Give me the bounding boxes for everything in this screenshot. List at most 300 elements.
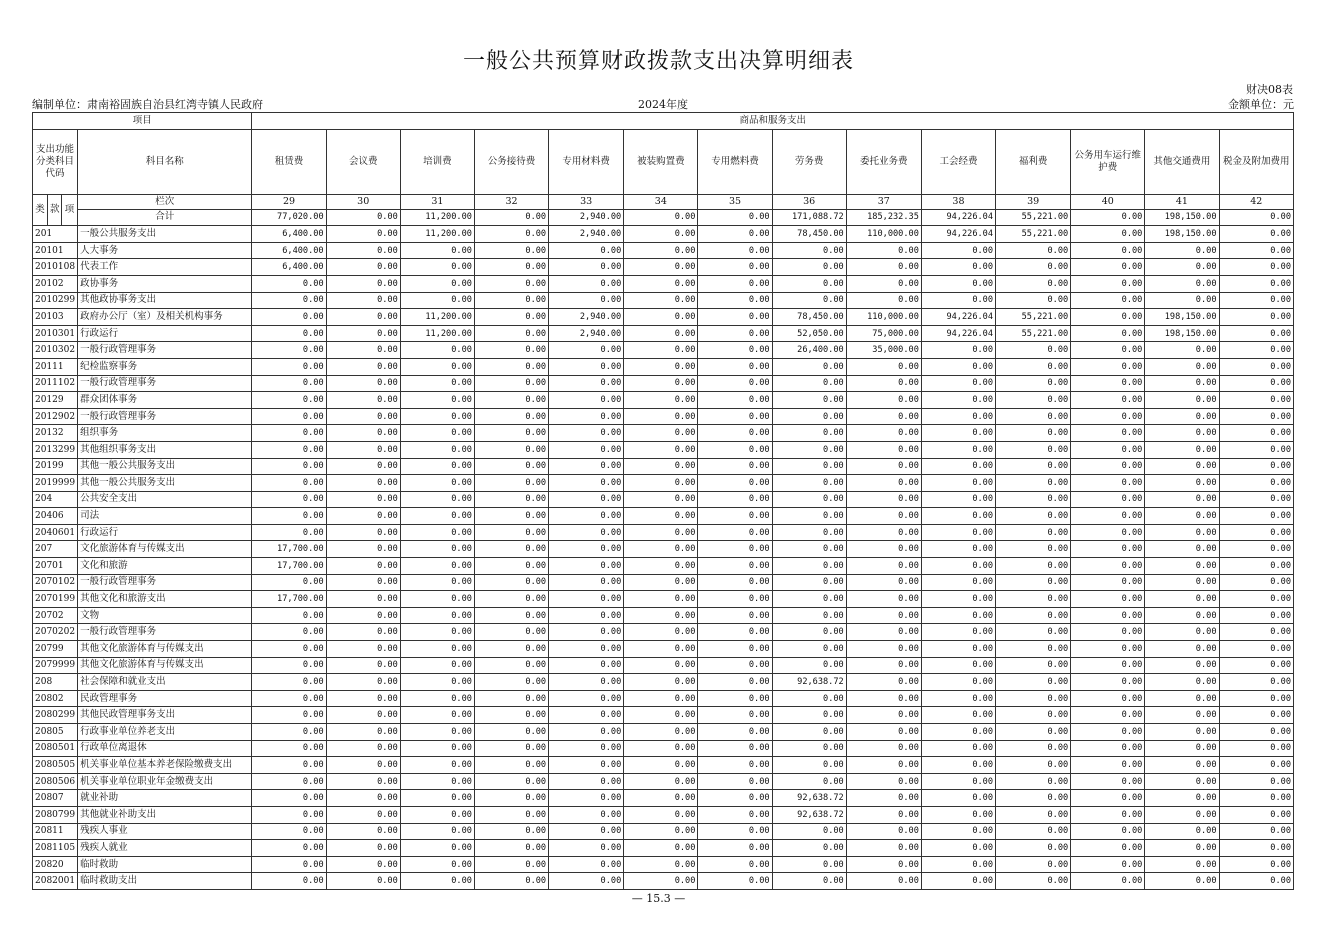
amount-cell: 0.00 — [846, 657, 921, 674]
amount-cell: 0.00 — [698, 524, 772, 541]
amount-cell: 0.00 — [624, 574, 698, 591]
amount-cell: 0.00 — [921, 425, 995, 442]
amount-cell: 0.00 — [1145, 458, 1219, 475]
lei-header: 类 — [33, 194, 48, 226]
amount-cell: 0.00 — [326, 607, 400, 624]
amount-cell: 0.00 — [549, 441, 624, 458]
column-header: 其他交通费用 — [1145, 129, 1219, 194]
subject-code: 20101 — [33, 242, 78, 259]
amount-cell: 0.00 — [1071, 690, 1145, 707]
amount-cell: 0.00 — [1071, 292, 1145, 309]
amount-cell: 0.00 — [326, 740, 400, 757]
amount-cell: 0.00 — [400, 425, 474, 442]
amount-cell: 0.00 — [252, 607, 326, 624]
amount-cell: 0.00 — [624, 607, 698, 624]
amount-cell: 0.00 — [996, 458, 1071, 475]
amount-cell: 0.00 — [996, 292, 1071, 309]
amount-cell: 0.00 — [921, 674, 995, 691]
amount-cell: 0.00 — [846, 707, 921, 724]
amount-cell: 0.00 — [549, 707, 624, 724]
amount-cell: 2,940.00 — [549, 226, 624, 243]
amount-cell: 0.00 — [846, 242, 921, 259]
amount-cell: 0.00 — [996, 591, 1071, 608]
total-cell: 94,226.04 — [921, 209, 995, 226]
amount-cell: 0.00 — [1219, 242, 1294, 259]
subject-name: 群众团体事务 — [78, 392, 252, 409]
amount-cell: 0.00 — [1145, 674, 1219, 691]
amount-cell: 0.00 — [474, 591, 548, 608]
amount-cell: 0.00 — [772, 458, 846, 475]
subject-name: 其他就业补助支出 — [78, 806, 252, 823]
amount-cell: 0.00 — [474, 873, 548, 890]
amount-cell: 0.00 — [846, 674, 921, 691]
amount-cell: 0.00 — [326, 806, 400, 823]
table-row — [33, 508, 1294, 525]
amount-cell: 0.00 — [400, 475, 474, 492]
amount-cell: 0.00 — [549, 607, 624, 624]
amount-cell: 0.00 — [921, 275, 995, 292]
subject-name: 组织事务 — [78, 425, 252, 442]
subject-name: 行政运行 — [78, 524, 252, 541]
amount-cell: 0.00 — [624, 674, 698, 691]
amount-cell: 0.00 — [326, 856, 400, 873]
amount-cell: 0.00 — [921, 657, 995, 674]
amount-cell: 0.00 — [474, 292, 548, 309]
total-cell: 0.00 — [326, 209, 400, 226]
subject-name: 政协事务 — [78, 275, 252, 292]
table-row — [33, 226, 1294, 243]
amount-cell: 0.00 — [1071, 657, 1145, 674]
amount-cell: 0.00 — [698, 425, 772, 442]
amount-cell: 11,200.00 — [400, 309, 474, 326]
amount-cell: 6,400.00 — [252, 259, 326, 276]
amount-cell: 0.00 — [1071, 491, 1145, 508]
subject-code: 2010299 — [33, 292, 78, 309]
amount-cell: 0.00 — [1145, 840, 1219, 857]
amount-cell: 6,400.00 — [252, 242, 326, 259]
subject-code: 207 — [33, 541, 78, 558]
amount-cell: 0.00 — [921, 475, 995, 492]
amount-cell: 0.00 — [1145, 657, 1219, 674]
amount-cell: 0.00 — [624, 690, 698, 707]
amount-cell: 0.00 — [326, 425, 400, 442]
amount-cell: 0.00 — [1071, 641, 1145, 658]
amount-cell: 0.00 — [772, 707, 846, 724]
amount-cell: 0.00 — [1219, 226, 1294, 243]
subject-code: 2010108 — [33, 259, 78, 276]
amount-cell: 0.00 — [252, 475, 326, 492]
amount-cell: 0.00 — [921, 242, 995, 259]
amount-cell: 0.00 — [698, 873, 772, 890]
amount-cell: 0.00 — [996, 392, 1071, 409]
subject-code: 204 — [33, 491, 78, 508]
amount-cell: 0.00 — [772, 375, 846, 392]
amount-cell: 0.00 — [772, 657, 846, 674]
column-number: 30 — [326, 194, 400, 209]
amount-cell: 55,221.00 — [996, 309, 1071, 326]
subject-name: 纪检监察事务 — [78, 358, 252, 375]
amount-cell: 0.00 — [252, 425, 326, 442]
amount-cell: 0.00 — [624, 408, 698, 425]
amount-cell: 0.00 — [1219, 392, 1294, 409]
amount-cell: 0.00 — [549, 375, 624, 392]
amount-cell: 0.00 — [1219, 325, 1294, 342]
amount-cell: 0.00 — [1219, 292, 1294, 309]
amount-cell: 110,000.00 — [846, 309, 921, 326]
amount-cell: 0.00 — [846, 641, 921, 658]
amount-cell: 0.00 — [400, 591, 474, 608]
amount-cell: 0.00 — [252, 840, 326, 857]
subject-name: 司法 — [78, 508, 252, 525]
amount-cell: 0.00 — [400, 823, 474, 840]
amount-cell: 0.00 — [698, 574, 772, 591]
table-row — [33, 325, 1294, 342]
amount-cell: 0.00 — [474, 674, 548, 691]
amount-cell: 0.00 — [921, 392, 995, 409]
amount-cell: 26,400.00 — [772, 342, 846, 359]
amount-cell: 0.00 — [772, 840, 846, 857]
amount-cell: 0.00 — [624, 856, 698, 873]
amount-cell: 0.00 — [772, 873, 846, 890]
subject-code: 20129 — [33, 392, 78, 409]
amount-cell: 0.00 — [921, 441, 995, 458]
amount-cell: 0.00 — [474, 773, 548, 790]
amount-cell: 0.00 — [698, 441, 772, 458]
amount-cell: 0.00 — [1071, 873, 1145, 890]
table-row — [33, 475, 1294, 492]
subject-name: 一般行政管理事务 — [78, 375, 252, 392]
amount-cell: 0.00 — [1071, 740, 1145, 757]
fiscal-year: 2024年度 — [638, 98, 688, 111]
amount-cell: 0.00 — [252, 641, 326, 658]
subject-code: 2081105 — [33, 840, 78, 857]
amount-cell: 2,940.00 — [549, 309, 624, 326]
column-header: 公务用车运行维护费 — [1071, 129, 1145, 194]
amount-cell: 0.00 — [400, 558, 474, 575]
amount-cell: 0.00 — [252, 441, 326, 458]
subject-name: 就业补助 — [78, 790, 252, 807]
column-number: 33 — [549, 194, 624, 209]
subject-code: 20702 — [33, 607, 78, 624]
amount-cell: 0.00 — [624, 823, 698, 840]
amount-cell: 0.00 — [846, 458, 921, 475]
column-header: 劳务费 — [772, 129, 846, 194]
amount-cell: 0.00 — [549, 292, 624, 309]
amount-cell: 0.00 — [772, 259, 846, 276]
subject-name: 其他文化旅游体育与传媒支出 — [78, 641, 252, 658]
subject-name: 其他一般公共服务支出 — [78, 458, 252, 475]
table-row — [33, 392, 1294, 409]
amount-cell: 0.00 — [996, 275, 1071, 292]
amount-cell: 0.00 — [549, 591, 624, 608]
header-row-group — [33, 113, 1294, 130]
amount-cell: 0.00 — [1071, 524, 1145, 541]
amount-cell: 0.00 — [996, 558, 1071, 575]
amount-cell: 0.00 — [846, 541, 921, 558]
amount-cell: 0.00 — [624, 740, 698, 757]
amount-cell: 0.00 — [1145, 773, 1219, 790]
amount-cell: 0.00 — [1219, 806, 1294, 823]
amount-cell: 0.00 — [624, 624, 698, 641]
amount-cell: 0.00 — [474, 690, 548, 707]
subject-name: 文物 — [78, 607, 252, 624]
subject-name: 一般行政管理事务 — [78, 624, 252, 641]
subject-code: 2080299 — [33, 707, 78, 724]
amount-cell: 0.00 — [1145, 740, 1219, 757]
subject-code: 2010301 — [33, 325, 78, 342]
amount-cell: 0.00 — [996, 342, 1071, 359]
amount-cell: 0.00 — [326, 591, 400, 608]
amount-cell: 0.00 — [326, 690, 400, 707]
table-row — [33, 309, 1294, 326]
total-cell: 2,940.00 — [549, 209, 624, 226]
amount-cell: 0.00 — [772, 757, 846, 774]
amount-cell: 0.00 — [698, 823, 772, 840]
amount-cell: 0.00 — [624, 475, 698, 492]
amount-cell: 0.00 — [1219, 558, 1294, 575]
amount-cell: 0.00 — [326, 226, 400, 243]
amount-cell: 0.00 — [474, 657, 548, 674]
amount-cell: 0.00 — [252, 740, 326, 757]
amount-cell: 0.00 — [996, 524, 1071, 541]
subject-code: 20406 — [33, 508, 78, 525]
amount-cell: 0.00 — [624, 558, 698, 575]
amount-cell: 0.00 — [474, 624, 548, 641]
amount-cell: 0.00 — [1219, 856, 1294, 873]
subject-name: 文化旅游体育与传媒支出 — [78, 541, 252, 558]
amount-cell: 0.00 — [624, 773, 698, 790]
amount-cell: 0.00 — [624, 541, 698, 558]
amount-cell: 0.00 — [252, 806, 326, 823]
amount-cell: 0.00 — [1219, 358, 1294, 375]
amount-cell: 0.00 — [846, 358, 921, 375]
amount-cell: 0.00 — [772, 740, 846, 757]
amount-cell: 0.00 — [996, 674, 1071, 691]
amount-cell: 0.00 — [549, 558, 624, 575]
amount-cell: 0.00 — [846, 740, 921, 757]
amount-cell: 0.00 — [846, 840, 921, 857]
amount-cell: 0.00 — [1219, 491, 1294, 508]
column-header: 租赁费 — [252, 129, 326, 194]
amount-cell: 0.00 — [400, 342, 474, 359]
subject-code: 20811 — [33, 823, 78, 840]
amount-cell: 0.00 — [772, 641, 846, 658]
amount-cell: 0.00 — [252, 524, 326, 541]
amount-cell: 0.00 — [1219, 873, 1294, 890]
amount-cell: 0.00 — [1071, 591, 1145, 608]
amount-cell: 0.00 — [624, 309, 698, 326]
amount-cell: 2,940.00 — [549, 325, 624, 342]
amount-cell: 0.00 — [400, 458, 474, 475]
amount-cell: 0.00 — [1219, 524, 1294, 541]
subject-code: 20701 — [33, 558, 78, 575]
amount-cell: 0.00 — [921, 856, 995, 873]
amount-cell: 0.00 — [1219, 259, 1294, 276]
column-header: 福利费 — [996, 129, 1071, 194]
amount-cell: 0.00 — [326, 292, 400, 309]
amount-cell: 0.00 — [772, 392, 846, 409]
amount-cell: 0.00 — [772, 408, 846, 425]
amount-cell: 0.00 — [846, 856, 921, 873]
amount-cell: 0.00 — [326, 375, 400, 392]
subject-code: 20111 — [33, 358, 78, 375]
amount-cell: 0.00 — [1145, 375, 1219, 392]
subject-code: 2012902 — [33, 408, 78, 425]
amount-cell: 0.00 — [698, 275, 772, 292]
amount-cell: 0.00 — [400, 740, 474, 757]
amount-cell: 0.00 — [772, 292, 846, 309]
amount-cell: 0.00 — [921, 873, 995, 890]
amount-cell: 0.00 — [549, 342, 624, 359]
amount-cell: 0.00 — [1145, 491, 1219, 508]
amount-cell: 0.00 — [474, 441, 548, 458]
amount-cell: 0.00 — [1219, 823, 1294, 840]
amount-cell: 92,638.72 — [772, 674, 846, 691]
amount-cell: 0.00 — [698, 292, 772, 309]
amount-cell: 0.00 — [252, 292, 326, 309]
amount-cell: 0.00 — [698, 475, 772, 492]
amount-cell: 0.00 — [624, 292, 698, 309]
amount-cell: 78,450.00 — [772, 309, 846, 326]
amount-cell: 0.00 — [474, 226, 548, 243]
amount-cell: 0.00 — [326, 641, 400, 658]
amount-cell: 0.00 — [921, 790, 995, 807]
amount-cell: 0.00 — [698, 541, 772, 558]
amount-cell: 0.00 — [996, 806, 1071, 823]
amount-cell: 0.00 — [252, 674, 326, 691]
amount-cell: 0.00 — [252, 342, 326, 359]
amount-cell: 0.00 — [474, 458, 548, 475]
amount-cell: 0.00 — [549, 757, 624, 774]
amount-cell: 0.00 — [474, 856, 548, 873]
amount-cell: 0.00 — [1219, 408, 1294, 425]
amount-cell: 0.00 — [549, 690, 624, 707]
amount-cell: 0.00 — [1145, 873, 1219, 890]
amount-cell: 0.00 — [1071, 707, 1145, 724]
subject-code: 2080505 — [33, 757, 78, 774]
amount-cell: 0.00 — [549, 275, 624, 292]
amount-cell: 0.00 — [1071, 242, 1145, 259]
amount-cell: 0.00 — [1219, 342, 1294, 359]
header-row-lanci — [33, 194, 1294, 209]
amount-cell: 0.00 — [698, 624, 772, 641]
table-row — [33, 873, 1294, 890]
amount-cell: 0.00 — [549, 806, 624, 823]
amount-cell: 0.00 — [326, 724, 400, 741]
amount-cell: 0.00 — [252, 724, 326, 741]
subject-code: 2040601 — [33, 524, 78, 541]
amount-cell: 0.00 — [846, 591, 921, 608]
amount-cell: 0.00 — [252, 309, 326, 326]
column-number: 37 — [846, 194, 921, 209]
amount-cell: 110,000.00 — [846, 226, 921, 243]
amount-cell: 0.00 — [1219, 541, 1294, 558]
table-row — [33, 491, 1294, 508]
amount-cell: 0.00 — [1071, 392, 1145, 409]
amount-cell: 0.00 — [400, 358, 474, 375]
table-row — [33, 358, 1294, 375]
amount-cell: 0.00 — [921, 558, 995, 575]
func-code-header: 支出功能分类科目代码 — [33, 129, 78, 194]
amount-cell: 17,700.00 — [252, 541, 326, 558]
total-label: 合计 — [78, 209, 252, 226]
amount-cell: 0.00 — [698, 690, 772, 707]
amount-cell: 198,150.00 — [1145, 309, 1219, 326]
amount-cell: 0.00 — [474, 425, 548, 442]
amount-cell: 0.00 — [400, 724, 474, 741]
table-row — [33, 541, 1294, 558]
amount-cell: 198,150.00 — [1145, 226, 1219, 243]
amount-cell: 0.00 — [624, 358, 698, 375]
table-row — [33, 342, 1294, 359]
amount-cell: 0.00 — [996, 624, 1071, 641]
amount-cell: 0.00 — [400, 840, 474, 857]
amount-cell: 0.00 — [400, 674, 474, 691]
amount-cell: 0.00 — [252, 358, 326, 375]
amount-cell: 0.00 — [474, 641, 548, 658]
amount-cell: 0.00 — [698, 358, 772, 375]
subject-code: 208 — [33, 674, 78, 691]
amount-cell: 0.00 — [846, 558, 921, 575]
amount-cell: 0.00 — [252, 375, 326, 392]
amount-cell: 0.00 — [1145, 641, 1219, 658]
amount-cell: 0.00 — [772, 358, 846, 375]
amount-cell: 0.00 — [326, 823, 400, 840]
subject-name: 一般行政管理事务 — [78, 408, 252, 425]
amount-cell: 0.00 — [698, 840, 772, 857]
amount-cell: 0.00 — [400, 806, 474, 823]
table-row — [33, 458, 1294, 475]
amount-cell: 0.00 — [1219, 375, 1294, 392]
amount-cell: 0.00 — [400, 275, 474, 292]
amount-cell: 0.00 — [846, 425, 921, 442]
amount-cell: 0.00 — [921, 641, 995, 658]
table-row — [33, 840, 1294, 857]
amount-cell: 0.00 — [996, 607, 1071, 624]
amount-cell: 0.00 — [996, 358, 1071, 375]
amount-cell: 0.00 — [996, 641, 1071, 658]
column-number: 42 — [1219, 194, 1294, 209]
column-header: 被装购置费 — [624, 129, 698, 194]
amount-cell: 0.00 — [921, 707, 995, 724]
lanci-label: 栏次 — [78, 194, 252, 209]
compiling-unit: 编制单位：肃南裕固族自治县红湾寺镇人民政府 — [32, 98, 263, 111]
amount-cell: 0.00 — [698, 226, 772, 243]
subject-name: 其他民政管理事务支出 — [78, 707, 252, 724]
amount-cell: 0.00 — [1219, 624, 1294, 641]
amount-cell: 0.00 — [846, 574, 921, 591]
amount-cell: 0.00 — [326, 757, 400, 774]
amount-cell: 0.00 — [996, 475, 1071, 492]
amount-cell: 0.00 — [921, 524, 995, 541]
table-row — [33, 292, 1294, 309]
amount-cell: 0.00 — [549, 657, 624, 674]
amount-cell: 0.00 — [996, 574, 1071, 591]
subject-code: 2010302 — [33, 342, 78, 359]
total-cell: 11,200.00 — [400, 209, 474, 226]
amount-cell: 0.00 — [326, 358, 400, 375]
amount-cell: 0.00 — [1071, 425, 1145, 442]
amount-cell: 0.00 — [326, 707, 400, 724]
subject-code: 20199 — [33, 458, 78, 475]
amount-cell: 0.00 — [474, 342, 548, 359]
column-header: 工会经费 — [921, 129, 995, 194]
amount-cell: 0.00 — [772, 491, 846, 508]
amount-cell: 0.00 — [400, 524, 474, 541]
amount-cell: 0.00 — [252, 275, 326, 292]
amount-cell: 0.00 — [624, 425, 698, 442]
subject-name: 临时救助 — [78, 856, 252, 873]
